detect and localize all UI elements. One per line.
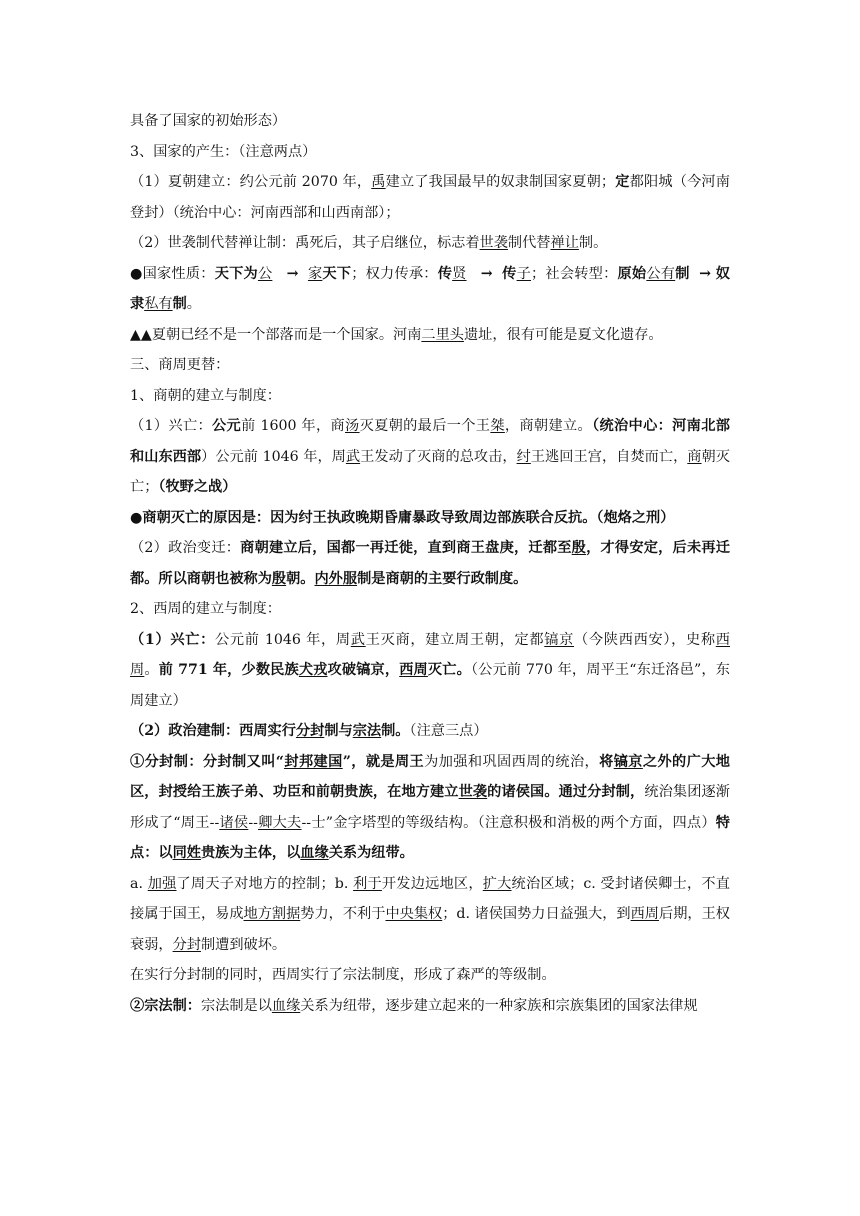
- heading-shang-founding: 1、商朝的建立与制度：: [130, 387, 281, 404]
- paragraph-feudal-effects: a. 加强了周天子对地方的控制；b. 利于开发边远地区，扩大统治区域；c. 受封诸侯卿士，不直接属于国王，易成地方割据势力，不利于中央集权；d. 诸侯国势力日益强大，到西周后期，王权衰弱，分封制遭到破坏。: [130, 875, 730, 953]
- heading-shang-zhou: 三、商周更替：: [130, 357, 230, 373]
- heading-state-formation: 3、国家的产生：（注意两点）: [130, 143, 317, 160]
- paragraph-state-nature: ●国家性质：天下为公 → 家天下；权力传承：传贤 → 传子；社会转型：原始公有制 → 奴隶私有制。: [130, 265, 730, 312]
- paragraph-xia-founding: （1）夏朝建立：约公元前 2070 年，禹建立了我国最早的奴隶制国家夏朝；定都阳城（今河南登封）（统治中心：河南西部和山西南部）；: [130, 174, 730, 221]
- paragraph-feudal-system: ①分封制：分封制又叫“封邦建国”，就是周王为加强和巩固西周的统治，将镐京之外的广大地区，封授给王族子弟、功臣和前朝贵族，在地方建立世袭的诸侯国。通过分封制，统治集团逐渐形成了“周王--诸侯--卿大夫--士”金字塔型的等级结构。（注意积极和消极的两个方面，四点）特点：以同姓贵族为主体，以血缘关系为纽带。: [130, 753, 730, 861]
- paragraph-zhou-politics: （2）政治建制：西周实行分封制与宗法制。（注意三点）: [130, 723, 488, 739]
- heading-western-zhou: 2、西周的建立与制度：: [130, 601, 281, 617]
- paragraph-hereditary: （2）世袭制代替禅让制：禹死后，其子启继位，标志着世袭制代替禅让制。: [130, 235, 608, 251]
- paragraph-clan-system: ②宗法制：宗法制是以血缘关系为纽带，逐步建立起来的一种家族和宗族集团的国家法律规: [130, 997, 698, 1014]
- paragraph-xia-note: ▲▲夏朝已经不是一个部落而是一个国家。河南二里头遗址，很有可能是夏文化遗存。: [130, 326, 663, 343]
- paragraph-intro-end: 具备了国家的初始形态）: [130, 113, 287, 129]
- paragraph-zhou-rise-fall: （1）兴亡：公元前 1046 年，周武王灭商，建立周王朝，定都镐京（今陕西西安），史称西周。前 771 年，少数民族犬戎攻破镐京，西周灭亡。（公元前 770 年，周平王“东迁洛邑”，东周建立）: [130, 631, 730, 709]
- paragraph-shang-fall-reason: ●商朝灭亡的原因是：因为纣王执政晚期昏庸暴政导致周边部族联合反抗。（炮烙之刑）: [130, 509, 675, 526]
- paragraph-shang-rise-fall: （1）兴亡：公元前 1600 年，商汤灭夏朝的最后一个王桀，商朝建立。（统治中心：河南北部和山东西部）公元前 1046 年，周武王发动了灭商的总攻击，纣王逃回王宫，自焚而亡，商朝灭亡；（牧野之战）: [130, 418, 730, 495]
- paragraph-shang-politics: （2）政治变迁：商朝建立后，国都一再迁徙，直到商王盘庚，迁都至殷，才得安定，后未再迁都。所以商朝也被称为殷朝。内外服制是商朝的主要行政制度。: [130, 540, 730, 587]
- paragraph-clan-intro: 在实行分封制的同时，西周实行了宗法制度，形成了森严的等级制。: [130, 967, 556, 983]
- document-page: [130, 106, 730, 1021]
